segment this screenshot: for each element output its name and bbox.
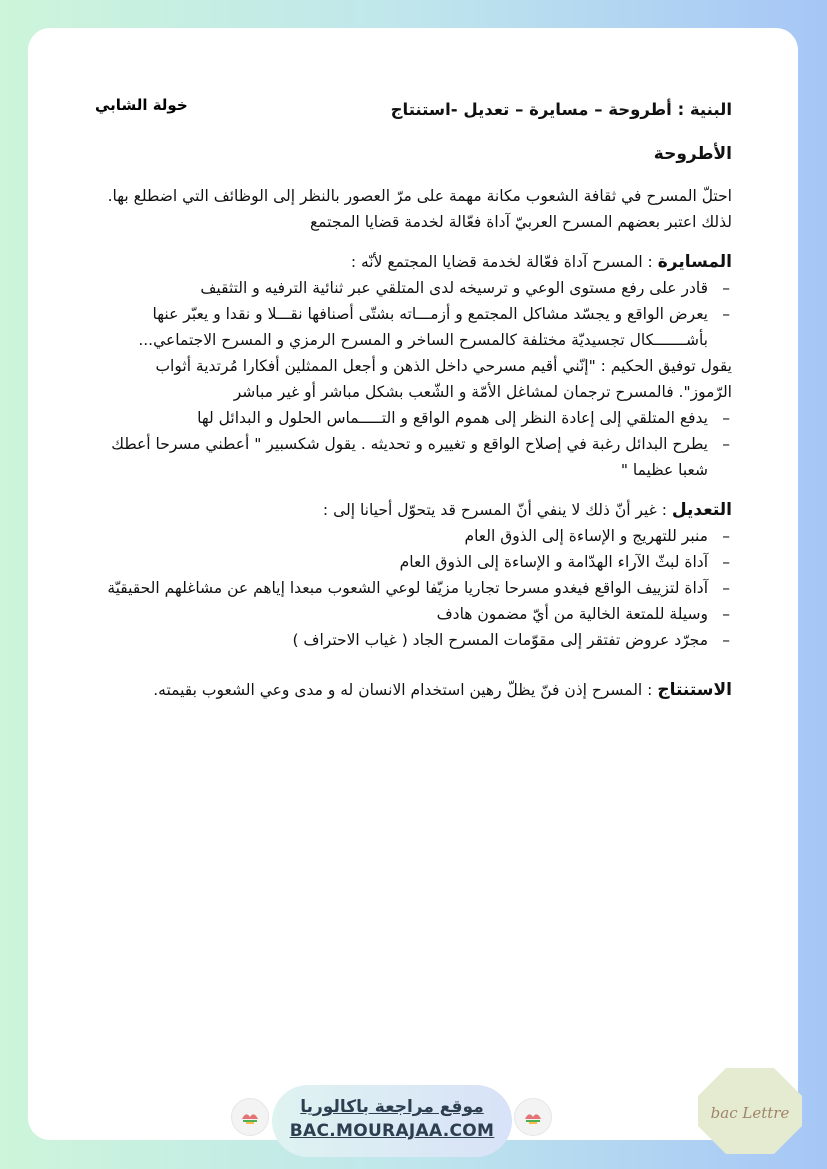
author-name: خولة الشابي [95, 96, 188, 114]
structure-line: البنية : أطروحة – مسايرة – تعديل -استنتاج [390, 100, 732, 119]
modification-label: التعديل [671, 500, 732, 520]
concession-item: – يطرح البدائل رغبة في إصلاح الواقع و تغييره و تحديثه . يقول شكسبير " أعطني مسرحا أعطك شعبا عظيما " [100, 431, 708, 483]
footer-site-link[interactable] [272, 1085, 512, 1157]
concession-intro-line [100, 249, 732, 275]
footer-site-arabic[interactable]: موقع مراجعة باكالوريا [300, 1097, 484, 1117]
concession-item: – قادر على رفع مستوى الوعي و ترسيخه لدى المتلقي عبر ثنائية الترفيه و التثقيف [100, 275, 708, 301]
modification-item: – مجرّد عروض تفتقر إلى مقوّمات المسرح الجاد ( غياب الاحتراف ) [100, 627, 708, 653]
modification-item: – وسيلة للمتعة الخالية من أيّ مضمون هادف [100, 601, 708, 627]
logo-text: bac Lettre [710, 1104, 790, 1122]
concession-list-2 [100, 405, 732, 483]
modification-list [100, 523, 732, 653]
modification-intro: : غير أنّ ذلك لا ينفي أنّ المسرح قد يتحوّل أحيانا إلى : [322, 501, 672, 519]
quote-paragraph: يقول توفيق الحكيم : "إنّني أقيم مسرحي داخل الذهن و أجعل الممثلين أفكارا مُرتدية أثواب الرّموز". فالمسرح ترجمان لمشاغل الأمّة و الشّعب بشكل مباشر أو غير مباشر [155, 357, 732, 401]
bac-lettre-logo [696, 1066, 804, 1156]
modification-item: – آداة لتزييف الواقع فيغدو مسرحا تجاريا مزيّفا لوعي الشعوب مبعدا إياهم عن مشاغلهم الحقيقيّة [100, 575, 708, 601]
thesis-heading: الأطروحة [653, 144, 732, 164]
modification-intro-line [100, 497, 732, 523]
concession-label: المسايرة [657, 252, 732, 272]
concession-item: – يعرض الواقع و يجسّد مشاكل المجتمع و أزمـــاته بشتّى أصنافها نقـــلا و نقدا و يعبّر عنها بأشـــــــكال تجسيديّة مختلفة كالمسرح الساخر و المسرح الرمزي و المسرح الاجتماعي... [100, 301, 708, 353]
site-badge-left-icon [231, 1098, 269, 1136]
conclusion-label: الاستنتاج [657, 680, 732, 700]
modification-item: – آداة لبثّ الآراء الهدّامة و الإساءة إلى الذوق العام [100, 549, 708, 575]
modification-item: – منبر للتهريج و الإساءة إلى الذوق العام [100, 523, 708, 549]
footer-site-url[interactable]: BAC.MOURAJAA.COM [289, 1121, 495, 1141]
site-badge-right-icon [514, 1098, 552, 1136]
conclusion-text: : المسرح إذن فنّ يظلّ رهين استخدام الانسان له و مدى وعي الشعوب بقيمته. [153, 681, 658, 699]
conclusion-line [100, 677, 732, 703]
document-page [28, 28, 798, 1140]
concession-intro: : المسرح آداة فعّالة لخدمة قضايا المجتمع لأنّه : [350, 253, 658, 271]
thesis-text: احتلّ المسرح في ثقافة الشعوب مكانة مهمة على مرّ العصور بالنظر إلى الوظائف التي اضطلع بها. لذلك اعتبر بعضهم المسرح العربيّ آداة فعّالة لخدمة قضايا المجتمع [107, 187, 732, 231]
concession-list [100, 275, 732, 353]
concession-item: – يدفع المتلقي إلى إعادة النظر إلى هموم الواقع و التـــــماس الحلول و البدائل لها [100, 405, 708, 431]
